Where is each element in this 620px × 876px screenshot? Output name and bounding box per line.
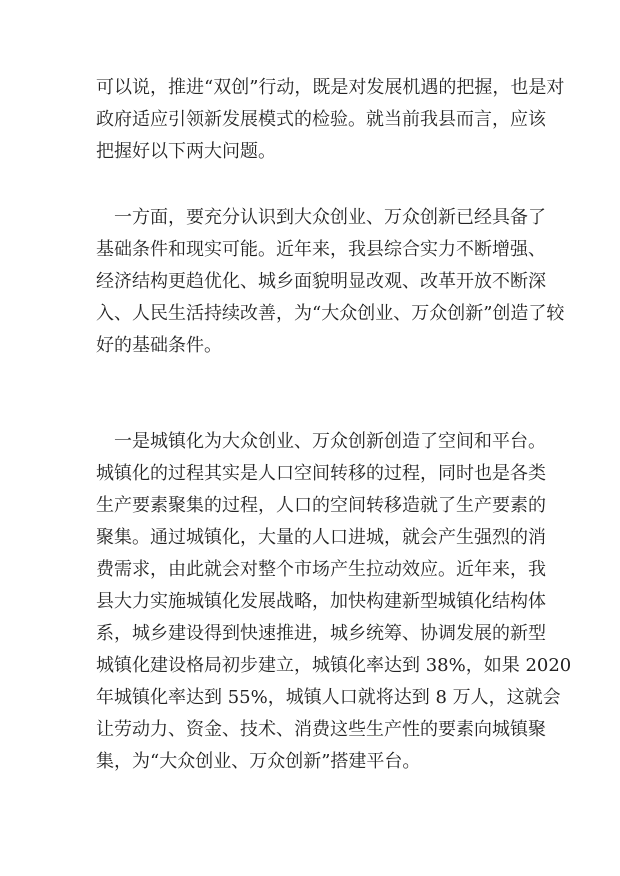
text-line: 经济结构更趋优化、城乡面貌明显改观、改革开放不断深 xyxy=(96,271,546,292)
text-line: 政府适应引领新发展模式的检验。就当前我县而言，应该 xyxy=(96,109,546,130)
text-line: 系，城乡建设得到快速推进，城乡统筹、协调发展的新型 xyxy=(96,623,546,644)
paragraph-one-aspect xyxy=(96,202,565,362)
text-line: 集，为“大众创业、万众创新”搭建平台。 xyxy=(96,751,421,772)
text-line: 聚集。通过城镇化，大量的人口进城，就会产生强烈的消 xyxy=(96,527,546,548)
text-line: 一方面，要充分认识到大众创业、万众创新已经具备了 xyxy=(114,207,546,228)
paragraph-urbanization xyxy=(96,426,572,778)
text-line: 费需求，由此就会对整个市场产生拉动效应。近年来，我 xyxy=(96,559,546,580)
text-line: 一是城镇化为大众创业、万众创新创造了空间和平台。 xyxy=(114,431,546,452)
text-line: 把握好以下两大问题。 xyxy=(96,141,276,162)
text-line: 可以说，推进“双创”行动，既是对发展机遇的把握，也是对 xyxy=(96,77,565,98)
text-line: 城镇化建设格局初步建立，城镇化率达到 38%，如果 2020 xyxy=(96,655,572,676)
text-line: 年城镇化率达到 55%，城镇人口就将达到 8 万人，这就会 xyxy=(96,687,561,708)
paragraph-intro xyxy=(96,72,565,168)
text-line: 生产要素聚集的过程，人口的空间转移造就了生产要素的 xyxy=(96,495,546,516)
text-line: 城镇化的过程其实是人口空间转移的过程，同时也是各类 xyxy=(96,463,546,484)
text-line: 县大力实施城镇化发展战略，加快构建新型城镇化结构体 xyxy=(96,591,546,612)
text-line: 好的基础条件。 xyxy=(96,335,222,356)
text-line: 让劳动力、资金、技术、消费这些生产性的要素向城镇聚 xyxy=(96,719,546,740)
text-line: 基础条件和现实可能。近年来，我县综合实力不断增强、 xyxy=(96,239,546,260)
text-line: 入、人民生活持续改善，为“大众创业、万众创新”创造了较 xyxy=(96,303,565,324)
